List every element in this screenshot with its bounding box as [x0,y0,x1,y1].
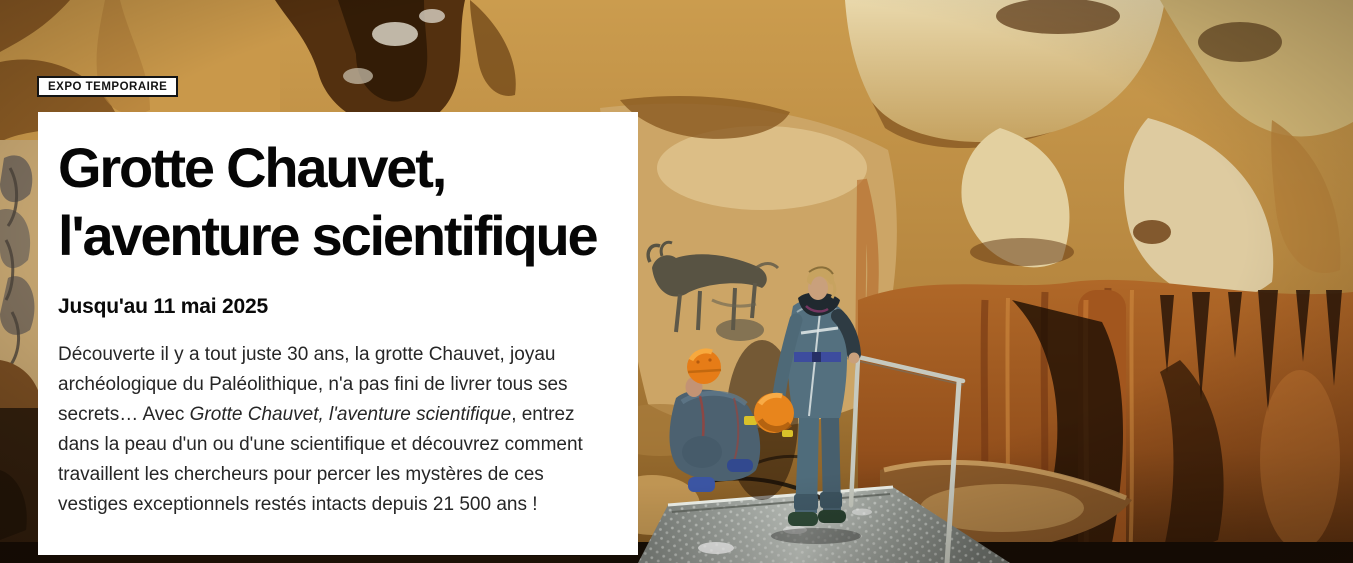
description-part-2: , entrez dans la peau d'un ou d'une scientifique et découvrez comment travaillent les chercheurs pour percer les mystères de ces vestiges exceptionnels restés intacts depuis 21 500 ans ! [58,404,583,515]
description-part-1: Découverte il y a tout juste 30 ans, la grotte Chauvet, joyau archéologique du Paléolithique, n'a pas fini de livrer tous ses secrets… Avec [58,344,568,425]
expo-badge-label: EXPO TEMPORAIRE [48,81,168,93]
description-italic-title: Grotte Chauvet, l'aventure scientifique [189,404,512,425]
expo-badge [37,76,178,97]
title-line-1: Grotte Chauvet, [58,136,446,199]
expo-card [38,112,638,555]
title-line-2: l'aventure scientifique [58,204,597,267]
expo-dates: Jusqu'au 11 mai 2025 [58,295,268,318]
expo-description [58,340,618,520]
page-title [58,134,618,270]
